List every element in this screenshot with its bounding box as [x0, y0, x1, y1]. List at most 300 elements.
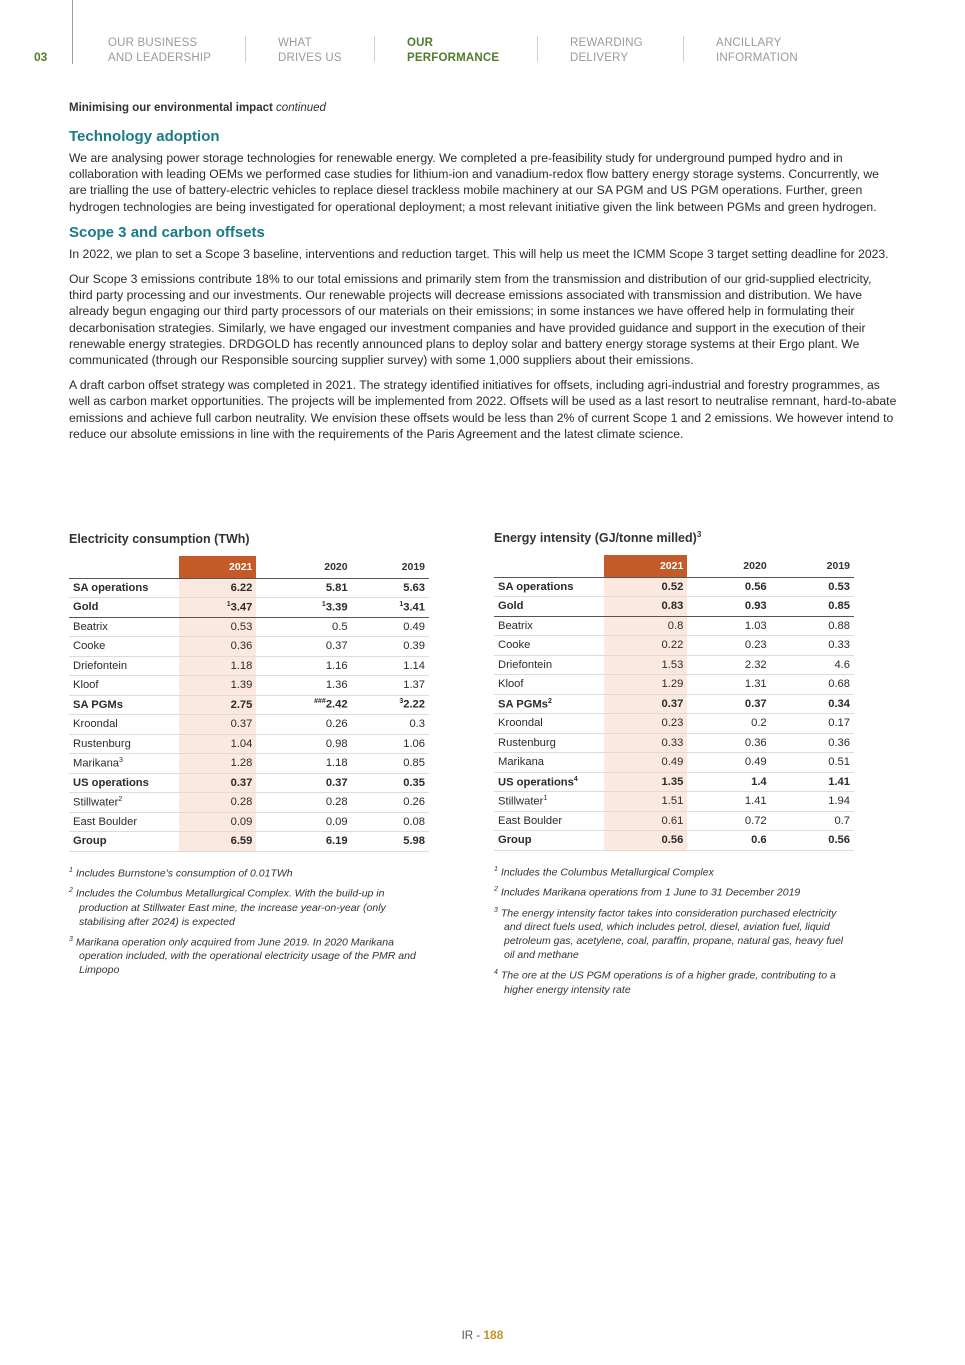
value-cell: [179, 598, 256, 618]
value-text: 1.37: [403, 679, 425, 692]
value-cell: [771, 655, 854, 675]
value-cell: [687, 733, 770, 753]
value-text: 0.28: [230, 796, 253, 809]
value-cell: [771, 753, 854, 773]
value-text: 0.22: [661, 639, 684, 652]
value-cell: [687, 597, 770, 617]
value-cell: [179, 656, 256, 676]
value-cell: [352, 637, 429, 657]
value-text: 0.23: [744, 639, 767, 652]
value-text: 1.18: [325, 757, 348, 770]
value-cell: [352, 656, 429, 676]
year-header: 2019: [352, 556, 429, 578]
value-cell: [604, 811, 687, 831]
row-label: [69, 578, 179, 598]
row-label-text: Rustenburg: [498, 736, 556, 749]
value-text: 0.2: [751, 717, 767, 730]
footnote: [494, 966, 854, 997]
footnote-ref: 1: [399, 600, 404, 608]
value-text: 0.09: [325, 815, 348, 828]
electricity-table-title: Electricity consumption (TWh): [69, 532, 250, 546]
value-cell: [179, 578, 256, 598]
row-label: [69, 734, 179, 754]
value-cell: [256, 754, 351, 774]
footnote: [69, 864, 429, 881]
footnote: [69, 933, 429, 978]
value-text: 1.53: [661, 658, 684, 671]
nav-label: DELIVERY: [570, 52, 629, 64]
value-text: 0.3: [409, 718, 425, 731]
nav-separator: [374, 36, 375, 62]
footnote-number: 2: [494, 886, 498, 894]
value-cell: [771, 616, 854, 636]
value-text: 0.49: [661, 756, 684, 769]
value-text: 1.04: [230, 737, 253, 750]
value-cell: [256, 773, 351, 793]
value-text: 2.75: [230, 698, 253, 711]
value-text: 0.88: [828, 619, 850, 632]
row-label: [69, 832, 179, 852]
value-text: 0.36: [230, 640, 253, 653]
table-row: [494, 636, 854, 656]
row-label: [69, 793, 179, 813]
nav-our-business[interactable]: [108, 36, 211, 66]
value-cell: [687, 694, 770, 714]
value-cell: [604, 714, 687, 734]
table-row: [494, 675, 854, 695]
row-label-text: Kroondal: [498, 717, 543, 730]
row-label: [494, 753, 604, 773]
table-row: [69, 754, 429, 774]
row-label: [69, 617, 179, 637]
table-row: [494, 694, 854, 714]
table-row: [494, 597, 854, 617]
value-text: 0.37: [230, 776, 253, 789]
row-label-text: Stillwater: [498, 795, 544, 808]
row-label: [494, 714, 604, 734]
footnote-ref: 3: [399, 698, 404, 706]
value-cell: [179, 676, 256, 696]
nav-rewarding-delivery[interactable]: [570, 36, 643, 66]
energy-table-block: [494, 530, 854, 1001]
row-label: [69, 715, 179, 735]
value-cell: [604, 636, 687, 656]
energy-table-title: [494, 530, 854, 545]
value-cell: [352, 676, 429, 696]
table-row: [69, 715, 429, 735]
value-text: 2.42: [325, 699, 348, 712]
value-text: 0.28: [325, 796, 348, 809]
value-cell: [256, 617, 351, 637]
row-label-text: Kloof: [498, 678, 524, 691]
table-row: [494, 616, 854, 636]
value-cell: [604, 792, 687, 812]
value-cell: [771, 772, 854, 792]
nav-separator: [245, 36, 246, 62]
nav-what-drives-us[interactable]: [278, 36, 342, 66]
value-text: 0.8: [667, 619, 684, 632]
paragraph: A draft carbon offset strategy was completed in 2021. The strategy identified initiatives for offsets, including agri-industrial and forestry programmes, as well as carbon market opportunities. The projects will be implemented from 2022. Offsets will be used as a last resort to neutralise remnant, hard-to-abate emissions and achieve full carbon neutrality. We envision these offsets would be less than 2% of current Scope 1 and 2 emissions. We however intend to reduce our absolute emissions in line with the requirements of the Paris Agreement and the latest climate science.: [69, 378, 897, 441]
electricity-table-block: [69, 532, 429, 981]
value-text: 0.34: [828, 697, 850, 710]
table-row: [69, 773, 429, 793]
value-text: 0.37: [325, 776, 348, 789]
value-text: 0.39: [403, 640, 425, 653]
page-footer: [0, 1328, 965, 1342]
footnote-ref: 1: [226, 600, 231, 608]
table-row: [494, 655, 854, 675]
value-cell: [771, 714, 854, 734]
value-text: 0.83: [661, 600, 684, 613]
value-text: 6.22: [230, 581, 253, 594]
value-cell: [179, 773, 256, 793]
value-text: 0.37: [744, 697, 767, 710]
value-cell: [771, 733, 854, 753]
value-cell: [604, 675, 687, 695]
value-text: 0.52: [661, 580, 684, 593]
year-header: 2020: [687, 555, 770, 577]
footnote-number: 1: [494, 865, 498, 873]
nav-label: REWARDING: [570, 37, 643, 49]
footer-page-number: 188: [483, 1328, 504, 1342]
table-row: [69, 793, 429, 813]
value-cell: [179, 617, 256, 637]
nav-label: WHAT: [278, 37, 312, 49]
value-cell: [604, 753, 687, 773]
value-cell: [771, 597, 854, 617]
kicker-continued: continued: [276, 102, 326, 114]
row-label-text: Driefontein: [498, 658, 553, 671]
value-text: 1.39: [230, 679, 253, 692]
row-label: [494, 694, 604, 714]
footnote-ref: 3: [119, 756, 123, 764]
footnote-number: 2: [69, 887, 73, 894]
value-text: 1.41: [828, 775, 850, 788]
value-text: 5.81: [325, 581, 348, 594]
table-row: [494, 577, 854, 597]
value-text: 0.49: [403, 620, 425, 633]
row-label: [494, 655, 604, 675]
value-cell: [352, 695, 429, 715]
value-cell: [179, 695, 256, 715]
value-cell: [352, 812, 429, 832]
year-header: 2021: [179, 556, 256, 578]
value-text: 0.56: [661, 834, 684, 847]
value-text: 0.53: [230, 620, 253, 633]
table-row: [69, 578, 429, 598]
row-label: [494, 636, 604, 656]
row-label-text: Gold: [498, 600, 524, 613]
value-text: 1.29: [661, 678, 684, 691]
value-cell: [352, 773, 429, 793]
footnote: [494, 863, 854, 880]
section-kicker: [69, 102, 897, 114]
value-cell: [604, 772, 687, 792]
value-text: 5.63: [403, 581, 425, 594]
paragraph: We are analysing power storage technologies for renewable energy. We completed a pre-feasibility study for underground pumped hydro and in collaboration with leading OEMs we performed case studies for lithium-ion and vanadium-redox flow battery energy storage systems. Concurrently, we are trialling the use of battery-electric vehicles to replace diesel trackless mobile machinery at our SA PGM and US PGM operations. Further, green hydrogen technologies are being investigated for operational deployment; a most relevant initiative given the link between PGMs and green hydrogen.: [69, 151, 879, 214]
value-text: 6.19: [325, 835, 348, 848]
footer-prefix: IR -: [461, 1330, 481, 1342]
row-label-text: Cooke: [498, 639, 531, 652]
value-cell: [256, 695, 351, 715]
value-text: 0.56: [828, 834, 850, 847]
value-cell: [687, 655, 770, 675]
paragraph: Our Scope 3 emissions contribute 18% to our total emissions and primarily stem from the transmission and distribution of our grid-supplied electricity, third party processing and our investments. Our renewable projects will decrease emissions associated with transmission and distribution. We have already begun engaging our third party processors of our materials on their emissions; in some instances we have offered help in formulating their decarbonisation strategies. Similarly, we have engaged our investment companies and have provided guidance and support in the execution of their renewable energy strategies. DRDGOLD has recently announced plans to deploy solar and battery energy storage systems at their Ergo plant. We communicated (through our Responsible sourcing supplier survey) with some 1,000 suppliers about their emissions.: [69, 272, 872, 368]
row-label-text: SA operations: [498, 580, 574, 593]
value-cell: [179, 832, 256, 852]
footnote-number: 1: [69, 866, 73, 874]
footnote-ref: ###: [314, 698, 326, 706]
table-row: [69, 637, 429, 657]
value-cell: [771, 577, 854, 597]
footnote-text: Includes Burnstone's consumption of 0.01TWh: [75, 867, 293, 879]
kicker-title: Minimising our environmental impact: [69, 102, 273, 114]
value-text: 0.26: [403, 796, 425, 809]
footnote-ref: 1: [543, 795, 548, 803]
value-text: 3.39: [325, 601, 348, 614]
value-cell: [687, 714, 770, 734]
value-text: 5.98: [403, 835, 425, 848]
value-text: 0.33: [828, 639, 850, 652]
value-cell: [256, 793, 351, 813]
table-row: [69, 734, 429, 754]
footnote: [494, 883, 854, 900]
value-text: 0.7: [834, 814, 850, 827]
nav-ancillary-information[interactable]: [716, 36, 798, 66]
value-cell: [687, 616, 770, 636]
row-label-text: SA operations: [73, 581, 149, 594]
row-label-text: Beatrix: [73, 620, 108, 633]
header-blank: [69, 556, 179, 578]
table-row: [69, 598, 429, 618]
value-cell: [352, 578, 429, 598]
value-text: 2.32: [744, 658, 767, 671]
row-label: [494, 597, 604, 617]
value-text: 0.5: [332, 620, 348, 633]
table-row: [494, 772, 854, 792]
row-label: [494, 733, 604, 753]
footnote-ref: 2: [547, 697, 552, 705]
value-cell: [604, 597, 687, 617]
row-label: [494, 772, 604, 792]
value-cell: [771, 636, 854, 656]
row-label: [494, 792, 604, 812]
value-text: 0.09: [230, 815, 253, 828]
row-label: [494, 577, 604, 597]
value-cell: [604, 694, 687, 714]
value-cell: [256, 715, 351, 735]
row-label: [494, 616, 604, 636]
table-row: [69, 695, 429, 715]
row-label-text: East Boulder: [73, 815, 138, 828]
row-label-text: Cooke: [73, 640, 106, 653]
value-cell: [256, 812, 351, 832]
value-text: 0.61: [661, 814, 684, 827]
value-cell: [179, 793, 256, 813]
value-cell: [352, 734, 429, 754]
value-text: 0.49: [744, 756, 767, 769]
footnote: [494, 904, 854, 963]
value-text: 0.93: [744, 600, 767, 613]
section-number: 03: [34, 50, 48, 64]
value-cell: [687, 792, 770, 812]
value-text: 0.53: [828, 580, 850, 593]
value-text: 0.6: [751, 834, 767, 847]
value-cell: [771, 792, 854, 812]
value-text: 0.37: [661, 697, 684, 710]
value-text: 0.37: [325, 640, 348, 653]
value-cell: [604, 733, 687, 753]
footnote-ref: 4: [573, 775, 578, 783]
footnote-number: 4: [494, 969, 498, 977]
nav-label: DRIVES US: [278, 52, 342, 64]
value-text: 0.17: [828, 717, 850, 730]
value-cell: [352, 715, 429, 735]
value-cell: [256, 598, 351, 618]
value-text: 1.14: [403, 659, 425, 672]
nav-label: ANCILLARY: [716, 37, 782, 49]
row-label-text: East Boulder: [498, 814, 563, 827]
row-label: [69, 656, 179, 676]
value-cell: [771, 811, 854, 831]
energy-footnotes: [494, 863, 854, 997]
nav-label: PERFORMANCE: [407, 52, 500, 64]
energy-title-sup: 3: [696, 530, 702, 539]
header-divider: [72, 0, 73, 64]
value-text: 0.56: [744, 580, 767, 593]
footnote-text: The ore at the US PGM operations is of a higher grade, contributing to a higher energy intensity rate: [500, 969, 836, 996]
value-cell: [687, 577, 770, 597]
footnote-ref: 1: [321, 600, 326, 608]
value-cell: [352, 832, 429, 852]
value-text: 1.41: [744, 795, 767, 808]
value-cell: [256, 734, 351, 754]
nav-our-performance[interactable]: [407, 36, 499, 66]
value-text: 3.47: [230, 601, 253, 614]
footnote-text: Includes the Columbus Metallurgical Complex. With the build-up in production at Stillwater East mine, the increase year-on-year (only stabilising after 2024) is expected: [75, 887, 386, 928]
table-row: [494, 714, 854, 734]
value-cell: [179, 637, 256, 657]
value-text: 0.85: [403, 757, 425, 770]
value-text: 0.08: [403, 815, 425, 828]
row-label-text: Gold: [73, 601, 99, 614]
energy-title-text: Energy intensity (GJ/tonne milled): [494, 531, 697, 546]
value-cell: [256, 676, 351, 696]
value-cell: [256, 578, 351, 598]
value-cell: [352, 598, 429, 618]
value-text: 3.41: [403, 601, 425, 614]
row-label-text: Group: [73, 835, 107, 848]
value-text: 0.85: [828, 600, 850, 613]
value-cell: [179, 734, 256, 754]
table-row: [69, 832, 429, 852]
nav-separator: [537, 36, 538, 62]
value-cell: [256, 637, 351, 657]
value-text: 1.51: [661, 795, 684, 808]
row-label-text: Rustenburg: [73, 737, 131, 750]
row-label-text: Marikana: [73, 757, 120, 770]
value-text: 2.22: [403, 699, 425, 712]
value-text: 0.36: [828, 736, 850, 749]
electricity-table: [69, 556, 429, 852]
row-label-text: Driefontein: [73, 659, 128, 672]
row-label-text: SA PGMs: [73, 698, 123, 711]
value-cell: [771, 675, 854, 695]
row-label: [494, 831, 604, 851]
row-label: [494, 675, 604, 695]
value-text: 1.18: [230, 659, 253, 672]
heading-technology-adoption: Technology adoption: [69, 128, 220, 145]
row-label-text: US operations: [73, 776, 149, 789]
value-text: 1.35: [661, 775, 684, 788]
value-text: 0.68: [828, 678, 850, 691]
value-text: 0.36: [744, 736, 767, 749]
value-cell: [604, 577, 687, 597]
value-text: 4.6: [834, 658, 850, 671]
value-cell: [352, 793, 429, 813]
value-cell: [256, 832, 351, 852]
footnote: [69, 884, 429, 929]
value-text: 1.28: [230, 757, 253, 770]
value-text: 1.31: [744, 678, 767, 691]
nav-label: OUR BUSINESS: [108, 37, 198, 49]
value-text: 0.98: [325, 737, 348, 750]
value-cell: [179, 715, 256, 735]
value-cell: [352, 754, 429, 774]
value-text: 1.4: [751, 775, 767, 788]
nav-separator: [683, 36, 684, 62]
row-label: [69, 695, 179, 715]
value-cell: [687, 675, 770, 695]
value-cell: [687, 811, 770, 831]
nav-label: INFORMATION: [716, 52, 798, 64]
row-label-text: Group: [498, 834, 532, 847]
value-cell: [687, 772, 770, 792]
paragraph: In 2022, we plan to set a Scope 3 baseline, interventions and reduction target. This will help us meet the ICMM Scope 3 target setting deadline for 2023.: [69, 246, 889, 261]
energy-table: [494, 555, 854, 851]
value-cell: [352, 617, 429, 637]
value-text: 1.03: [744, 619, 767, 632]
value-text: 1.16: [325, 659, 348, 672]
footnote-text: Includes the Columbus Metallurgical Complex: [500, 866, 714, 879]
row-label-text: Marikana: [498, 756, 545, 769]
row-label-text: SA PGMs: [498, 698, 548, 711]
value-cell: [256, 656, 351, 676]
row-label: [69, 812, 179, 832]
value-cell: [687, 636, 770, 656]
footnote-text: Includes Marikana operations from 1 June to 31 December 2019: [500, 886, 801, 899]
row-label: [69, 773, 179, 793]
electricity-footnotes: [69, 864, 429, 978]
table-row: [494, 831, 854, 851]
header-blank: [494, 555, 604, 577]
value-text: 0.33: [661, 736, 684, 749]
row-label-text: Kroondal: [73, 718, 118, 731]
value-cell: [687, 831, 770, 851]
row-label-text: US operations: [498, 776, 574, 789]
year-header: 2020: [256, 556, 351, 578]
nav-label: AND LEADERSHIP: [108, 52, 212, 64]
year-header: 2021: [604, 555, 687, 577]
table-row: [69, 656, 429, 676]
nav-label: OUR: [407, 37, 434, 49]
year-header: 2019: [771, 555, 854, 577]
table-row: [494, 753, 854, 773]
row-label: [69, 754, 179, 774]
table-row: [494, 733, 854, 753]
value-text: 1.94: [828, 795, 850, 808]
table-row: [69, 676, 429, 696]
